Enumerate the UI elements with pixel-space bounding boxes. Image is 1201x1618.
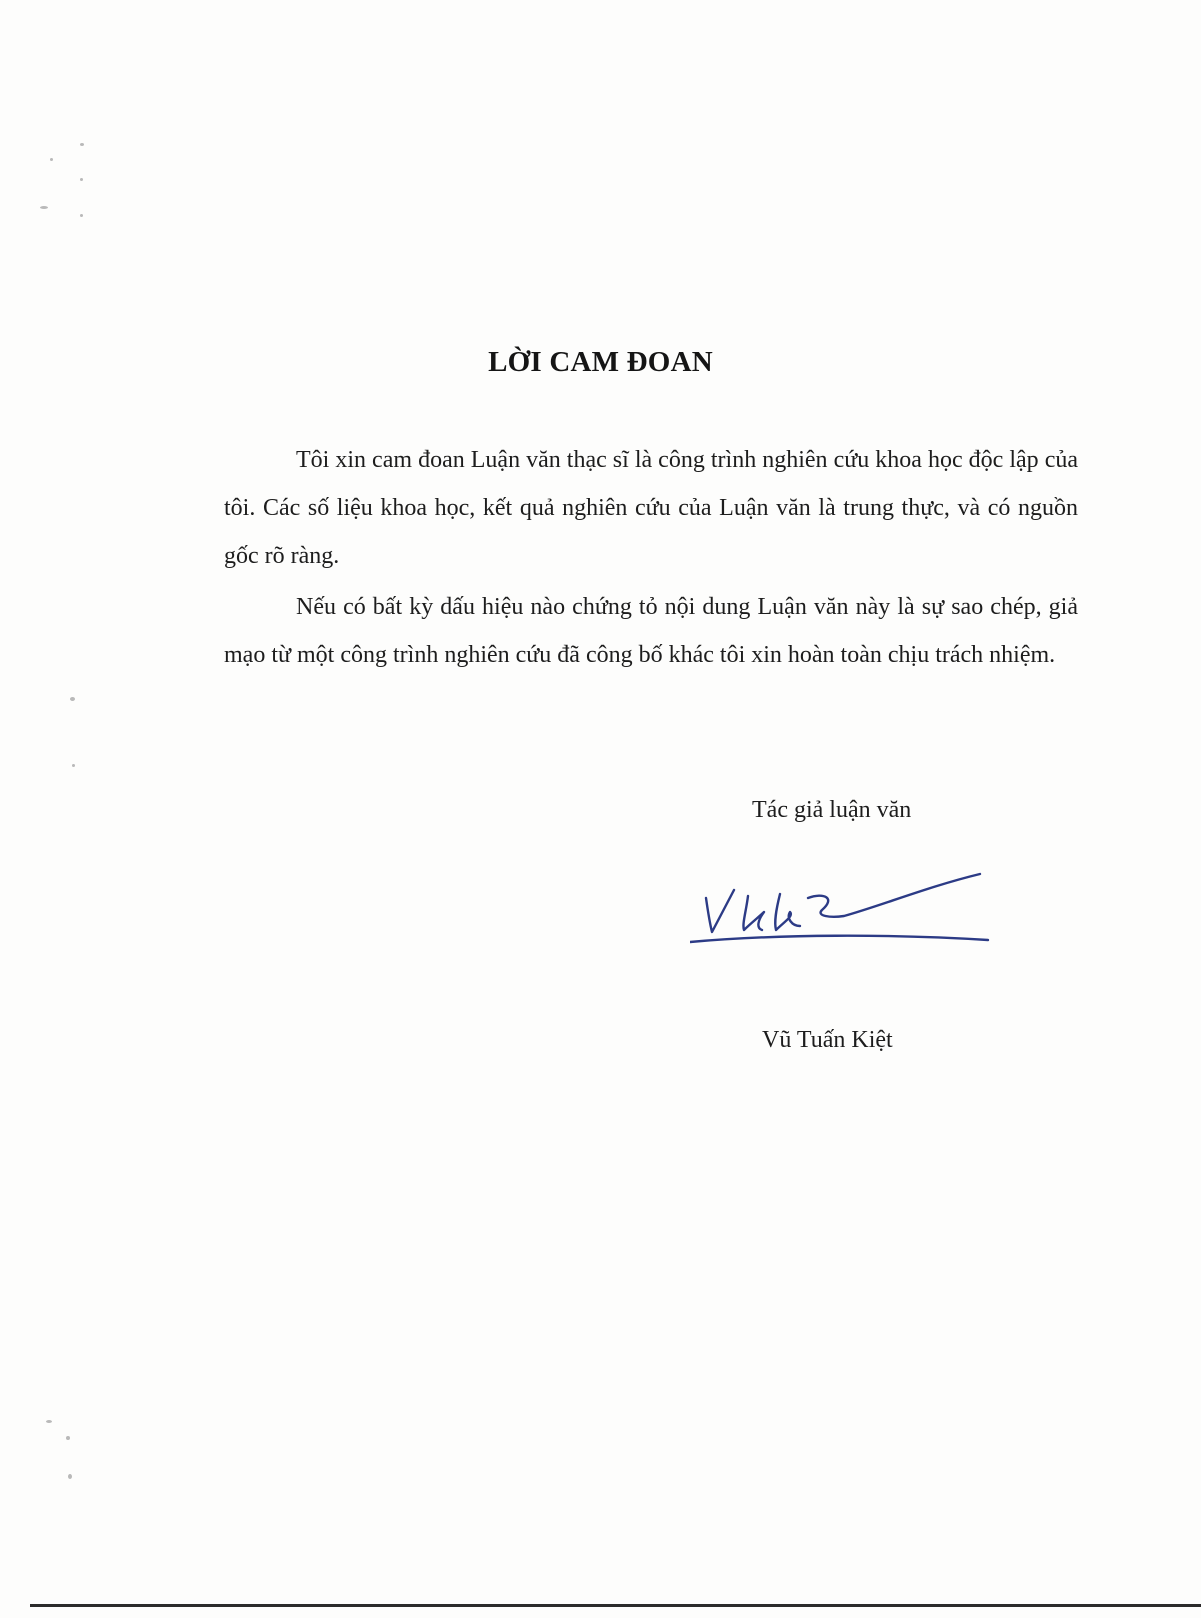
- scan-speck: [80, 214, 83, 217]
- scan-speck: [72, 764, 75, 767]
- declaration-paragraph-1: Tôi xin cam đoan Luận văn thạc sĩ là công trình nghiên cứu khoa học độc lập của tôi. Các số liệu khoa học, kết quả nghiên cứu của Luận văn là trung thực, và có nguồn gốc rõ ràng.: [224, 447, 1078, 569]
- signature-underline: [690, 936, 988, 942]
- declaration-paragraph-2: Nếu có bất kỳ dấu hiệu nào chứng tỏ nội dung Luận văn này là sự sao chép, giả mạo từ một công trình nghiên cứu đã công bố khác tôi xin hoàn toàn chịu trách nhiệm.: [224, 594, 1078, 668]
- signature-stroke: [808, 874, 980, 917]
- scan-speck: [40, 206, 48, 209]
- scan-speck: [80, 143, 84, 146]
- signature-stroke: [743, 896, 764, 930]
- scan-speck: [68, 1474, 72, 1479]
- handwritten-signature: [690, 872, 1020, 972]
- author-name: Vũ Tuấn Kiệt: [762, 1027, 893, 1053]
- scan-speck: [70, 697, 75, 701]
- scan-speck: [46, 1420, 52, 1423]
- page-title: LỜI CAM ĐOAN: [488, 346, 713, 378]
- signature-stroke: [775, 894, 800, 930]
- signature-stroke: [706, 890, 734, 932]
- scan-speck: [80, 178, 83, 181]
- bottom-rule: [30, 1604, 1201, 1607]
- scan-speck: [66, 1436, 70, 1440]
- author-label: Tác giả luận văn: [752, 797, 912, 823]
- scan-speck: [50, 158, 53, 161]
